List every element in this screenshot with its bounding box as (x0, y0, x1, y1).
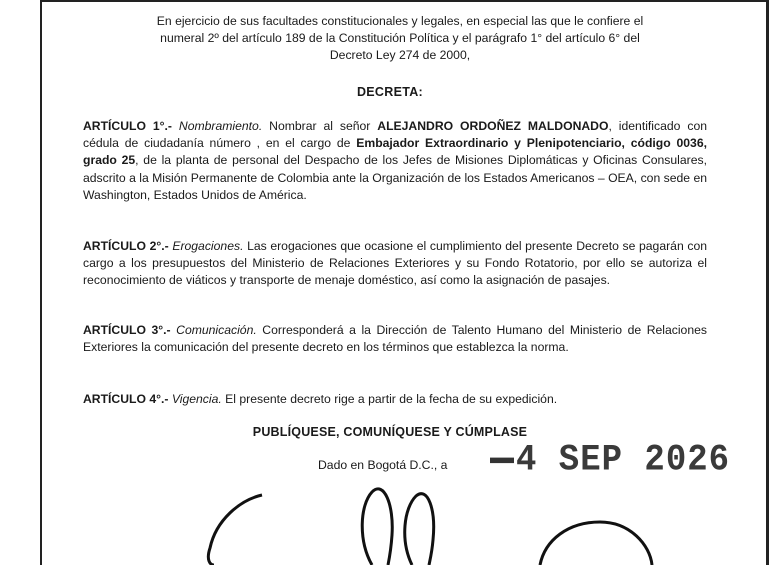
preamble-line-2: numeral 2º del artículo 189 de la Constitución Política y el parágrafo 1° del artículo 6° del (160, 31, 640, 45)
article-1-text-b: , identificado con cédula de ciudadanía número , en el cargo de (83, 119, 707, 151)
article-1-cargo: Embajador Extraordinario y Plenipotenciario, código 0036, grado 25 (83, 136, 708, 168)
article-4 (83, 391, 707, 408)
article-4-text: El presente decreto rige a partir de la fecha de su expedición. (221, 392, 558, 406)
stamp-dash (490, 457, 514, 463)
article-2-subtitle: Erogaciones. (172, 239, 244, 253)
article-3 (83, 322, 707, 356)
article-4-subtitle: Vigencia. (171, 392, 222, 406)
signature-stroke-loop-1 (362, 489, 392, 565)
page-border-top (40, 0, 769, 2)
article-3-heading: ARTÍCULO 3°.- (83, 323, 171, 337)
signature-stroke-left (208, 495, 262, 565)
closing-formula: PUBLÍQUESE, COMUNÍQUESE Y CÚMPLASE (252, 425, 528, 439)
article-1-subtitle: Nombramiento. (178, 119, 263, 133)
stamp-date: 4 SEP 2026 (516, 440, 731, 482)
article-2 (83, 238, 707, 290)
article-2-text: Las erogaciones que ocasione el cumplimiento del presente Decreto se pagarán con cargo a los presupuestos del Ministerio de Relaciones Exteriores y su Fondo Rotatorio, por ello se autoriza el reconocimiento de viáticos y transporte de menaje doméstico, así como la asignación de pasajes. (83, 239, 707, 288)
date-stamp (490, 440, 730, 488)
signature-stroke-loop-2 (405, 494, 434, 565)
preamble (100, 13, 700, 64)
article-4-heading: ARTÍCULO 4°.- (83, 392, 169, 406)
dado-en-line: Dado en Bogotá D.C., a (318, 458, 448, 472)
article-1-text-a: Nombrar al señor (262, 119, 378, 133)
article-1-person-name: ALEJANDRO ORDOÑEZ MALDONADO (377, 119, 609, 133)
article-2-heading: ARTÍCULO 2°.- (83, 239, 169, 253)
article-1 (83, 118, 707, 204)
decreta-heading: DECRETA: (356, 85, 424, 99)
article-1-heading: ARTÍCULO 1°.- (83, 119, 172, 133)
preamble-line-1: En ejercicio de sus facultades constitucionales y legales, en especial las que le confiere el (156, 14, 644, 28)
article-3-subtitle: Comunicación. (176, 323, 257, 337)
article-1-text-c: , de la planta de personal del Despacho de los Jefes de Misiones Diplomáticas y Oficinas Consulares, adscrito a la Misión Permanente de Colombia ante la Organización de los Estados Americanos – OEA, con sede en Washington, Estados Unidos de América. (83, 153, 707, 202)
signature-stroke-right (540, 522, 652, 565)
preamble-line-3: Decreto Ley 274 de 2000, (329, 48, 471, 62)
article-3-text: Corresponderá a la Dirección de Talento Humano del Ministerio de Relaciones Exteriores la comunicación del presente decreto en los términos que establezca la norma. (83, 323, 707, 355)
